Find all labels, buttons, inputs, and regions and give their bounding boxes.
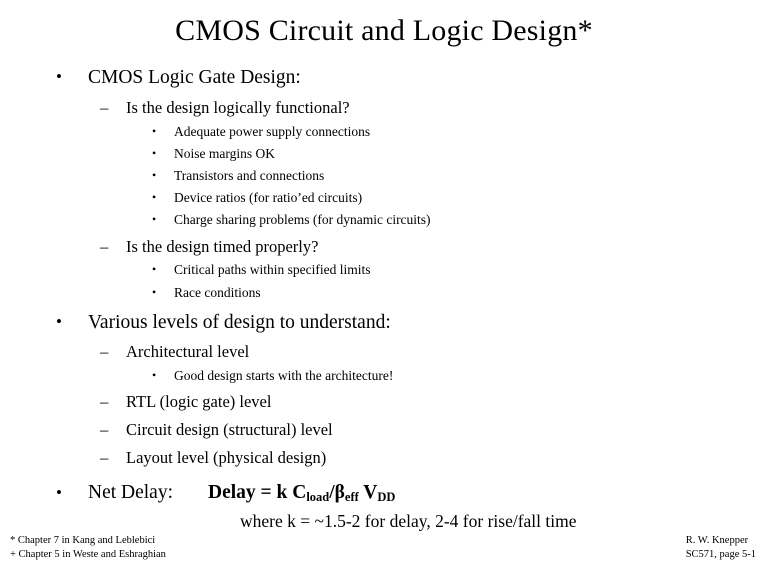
slide-body <box>0 66 768 532</box>
bullet-text: Charge sharing problems (for dynamic circuits) <box>174 212 431 228</box>
bullet-marker: • <box>152 123 157 138</box>
bullet-level3 <box>152 285 738 301</box>
bullet-level3 <box>152 124 738 140</box>
delay-formula: Delay = k $C_{load}/\beta_{eff}$ $V_{DD}$ <box>208 481 396 505</box>
bullet-text: Device ratios (for ratio’ed circuits) <box>174 190 363 206</box>
bullet-level3 <box>152 168 738 184</box>
bullet-level1 <box>56 311 738 335</box>
bullet-level1 <box>56 66 738 90</box>
bullet-marker: • <box>152 212 157 227</box>
bullet-level2 <box>100 98 738 118</box>
bullet-text: Is the design timed properly? <box>126 236 319 256</box>
author-name: R. W. Knepper <box>685 534 749 546</box>
bullet-text: Race conditions <box>174 284 261 300</box>
bullet-marker: • <box>152 368 157 383</box>
bullet-text: Good design starts with the architecture! <box>174 368 394 384</box>
bullet-text: RTL (logic gate) level <box>126 392 272 412</box>
dash-marker: – <box>100 97 109 117</box>
bullet-text: CMOS Logic Gate Design: <box>88 67 301 88</box>
bullet-level3 <box>152 212 738 228</box>
bullet-marker: • <box>152 262 157 277</box>
page-title: CMOS Circuit and Logic Design* <box>175 14 593 47</box>
bullet-level2 <box>100 420 738 440</box>
bullet-marker: • <box>56 311 62 331</box>
bullet-marker: • <box>152 145 157 160</box>
bullet-text: Noise margins OK <box>174 145 275 161</box>
bullet-marker: • <box>56 67 62 86</box>
footer-left-line: * Chapter 7 in Kang and Leblebici <box>10 534 156 546</box>
net-delay-row <box>56 482 738 504</box>
bullet-level2 <box>100 342 738 362</box>
dash-marker: – <box>100 342 109 362</box>
where-line: where k = ~1.5-2 for delay, 2-4 for rise/fall time <box>240 510 577 531</box>
dash-marker: – <box>100 448 109 468</box>
bullet-level2 <box>100 237 738 257</box>
footer-right <box>686 534 756 562</box>
bullet-marker: • <box>56 482 62 502</box>
net-delay-label: Net Delay: <box>88 481 174 503</box>
footer-left <box>10 534 166 562</box>
dash-marker: – <box>100 420 109 440</box>
bullet-level3 <box>152 190 738 206</box>
bullet-text: Architectural level <box>126 342 250 362</box>
bullet-text: Layout level (physical design) <box>126 448 327 468</box>
bullet-marker: • <box>152 284 157 299</box>
footer-left-line: + Chapter 5 in Weste and Eshraghian <box>10 548 166 560</box>
bullet-text: Transistors and connections <box>174 167 325 183</box>
dash-marker: – <box>100 236 109 256</box>
bullet-level2 <box>100 448 738 468</box>
dash-marker: – <box>100 392 109 412</box>
bullet-level3 <box>152 146 738 162</box>
bullet-marker: • <box>152 167 157 182</box>
bullet-level3 <box>152 368 738 384</box>
bullet-text: Circuit design (structural) level <box>126 420 333 440</box>
bullet-level3 <box>152 262 738 278</box>
bullet-text: Critical paths within specified limits <box>174 262 371 278</box>
bullet-marker: • <box>152 190 157 205</box>
bullet-level2 <box>100 392 738 412</box>
bullet-text: Is the design logically functional? <box>126 97 350 117</box>
page-number: SC571, page 5-1 <box>685 548 756 560</box>
bullet-text: Adequate power supply connections <box>174 123 371 139</box>
bullet-text: Various levels of design to understand: <box>88 311 391 333</box>
